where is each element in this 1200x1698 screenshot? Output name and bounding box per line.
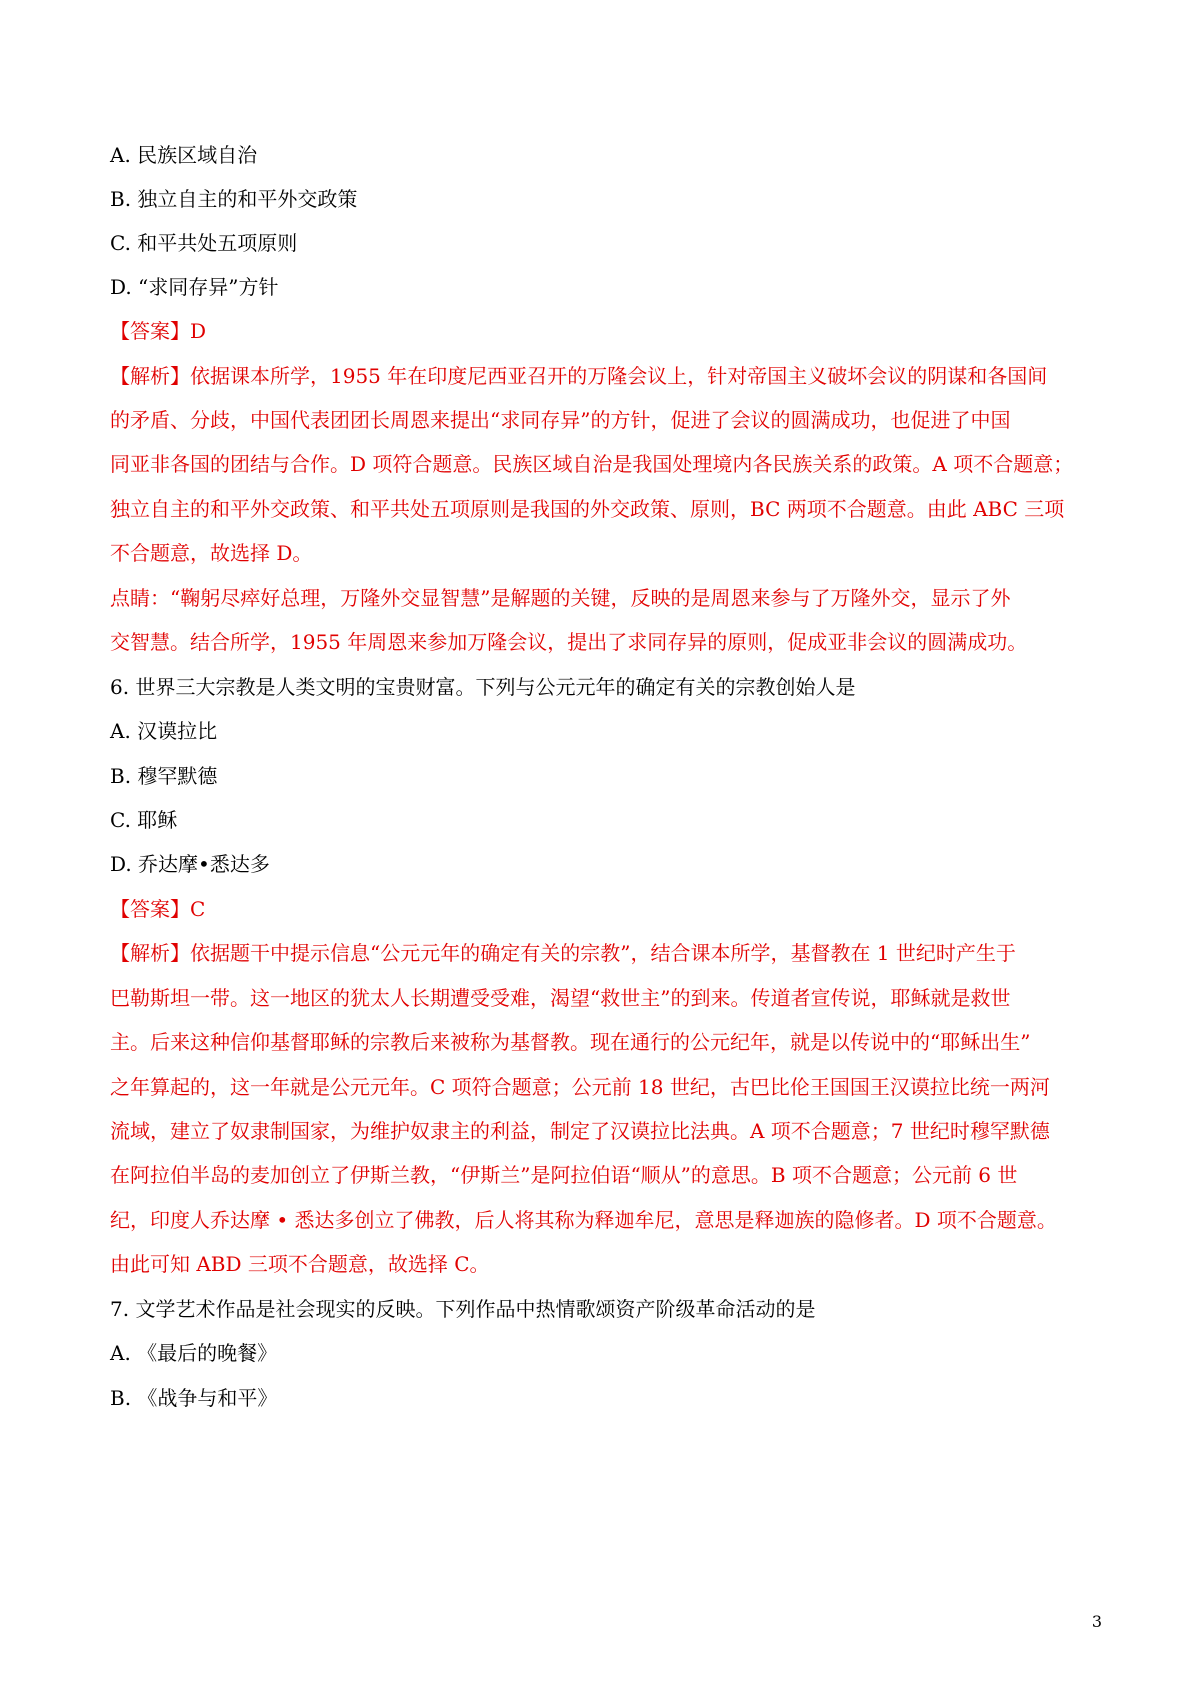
q5-option-a: A. 民族区域自治 — [110, 143, 258, 167]
q5-analysis-line: 不合题意，故选择 D。 — [110, 541, 313, 565]
q6-analysis-line: 巴勒斯坦一带。这一地区的犹太人长期遭受受难，渴望“救世主”的到来。传道者宣传说，耶稣就是救世 — [110, 986, 1011, 1010]
q5-analysis-line: 【解析】依据课本所学，1955 年在印度尼西亚召开的万隆会议上，针对帝国主义破坏会议的阴谋和各国间 — [110, 364, 1048, 388]
q6-analysis-line: 主。后来这种信仰基督耶稣的宗教后来被称为基督教。现在通行的公元纪年，就是以传说中的“耶稣出生” — [110, 1030, 1031, 1054]
page-number: 3 — [1091, 1612, 1102, 1631]
q6-analysis-line: 在阿拉伯半岛的麦加创立了伊斯兰教，“伊斯兰”是阿拉伯语“顺从”的意思。B 项不合题意；公元前 6 世 — [110, 1163, 1018, 1187]
q6-analysis-line: 流域，建立了奴隶制国家，为维护奴隶主的利益，制定了汉谟拉比法典。A 项不合题意；7 世纪时穆罕默德 — [110, 1119, 1050, 1143]
q5-answer: 【答案】D — [110, 319, 207, 343]
q5-option-d: D. “求同存异”方针 — [110, 275, 279, 299]
q6-analysis-line: 【解析】依据题干中提示信息“公元元年的确定有关的宗教”，结合课本所学，基督教在 1 世纪时产生于 — [110, 941, 1016, 965]
q5-analysis-line: 同亚非各国的团结与合作。D 项符合题意。民族区域自治是我国处理境内各民族关系的政策。A 项不合题意； — [110, 452, 1074, 476]
q6-option-b: B. 穆罕默德 — [110, 764, 218, 788]
q6-analysis-line: 由此可知 ABD 三项不合题意，故选择 C。 — [110, 1252, 490, 1276]
q5-option-c: C. 和平共处五项原则 — [110, 231, 298, 255]
q6-analysis-line: 之年算起的，这一年就是公元元年。C 项符合题意；公元前 18 世纪，古巴比伦王国国王汉谟拉比统一两河 — [110, 1075, 1050, 1099]
q5-tip-line: 点睛：“鞠躬尽瘁好总理，万隆外交显智慧”是解题的关键，反映的是周恩来参与了万隆外交，显示了外 — [110, 586, 1011, 610]
q6-option-d: D. 乔达摩•悉达多 — [110, 852, 270, 876]
q7-option-a: A. 《最后的晚餐》 — [110, 1341, 278, 1365]
q5-analysis-line: 的矛盾、分歧，中国代表团团长周恩来提出“求同存异”的方针，促进了会议的圆满成功，也促进了中国 — [110, 408, 1011, 432]
q6-option-c: C. 耶稣 — [110, 808, 178, 832]
q6-stem: 6. 世界三大宗教是人类文明的宝贵财富。下列与公元元年的确定有关的宗教创始人是 — [110, 675, 856, 699]
q5-tip-line: 交智慧。结合所学，1955 年周恩来参加万隆会议，提出了求同存异的原则，促成亚非会议的圆满成功。 — [110, 630, 1028, 654]
q5-option-b: B. 独立自主的和平外交政策 — [110, 187, 358, 211]
q5-analysis-line: 独立自主的和平外交政策、和平共处五项原则是我国的外交政策、原则，BC 两项不合题意。由此 ABC 三项 — [110, 497, 1065, 521]
q6-answer: 【答案】C — [110, 897, 206, 921]
q7-stem: 7. 文学艺术作品是社会现实的反映。下列作品中热情歌颂资产阶级革命活动的是 — [110, 1297, 816, 1321]
q6-option-a: A. 汉谟拉比 — [110, 719, 218, 743]
q7-option-b: B. 《战争与和平》 — [110, 1386, 278, 1410]
q6-analysis-line: 纪，印度人乔达摩 • 悉达多创立了佛教，后人将其称为释迦牟尼，意思是释迦族的隐修者。D 项不合题意。 — [110, 1208, 1057, 1232]
